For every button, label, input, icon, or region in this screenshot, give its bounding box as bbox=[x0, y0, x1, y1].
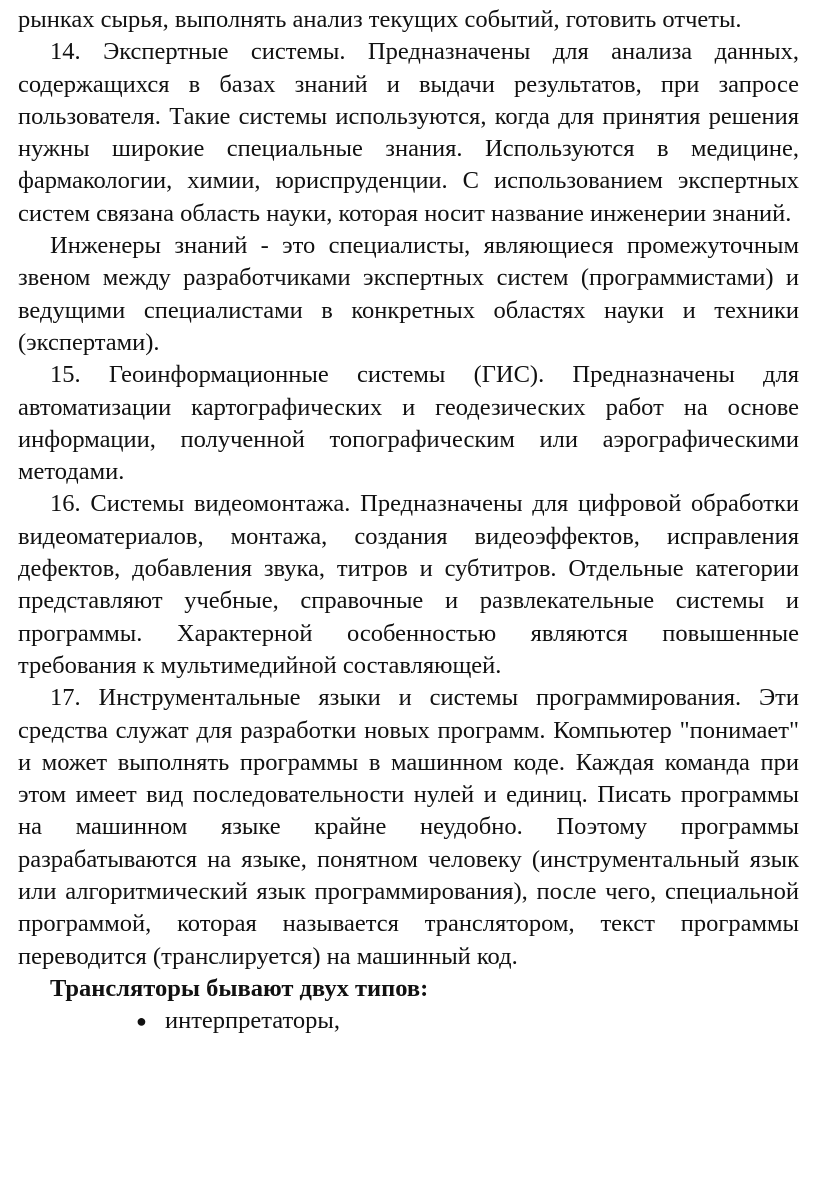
paragraph-video-editing: 16. Системы видеомонтажа. Предназначены для цифровой обработки видеоматериалов, монтажа, создания видеоэффектов, исправления дефектов, добавления звука, титров и субтитров. Отдельные категории представляют учебные, справочные и развлекательные системы и программы. Характерной особенностью являются повышенные требования к мультимедийной составляющей. bbox=[18, 490, 799, 679]
translators-heading: Трансляторы бывают двух типов: bbox=[50, 974, 429, 1002]
paragraph-programming-languages: 17. Инструментальные языки и системы программирования. Эти средства служат для разработки новых программ. Компьютер "понимает" и может выполнять программы в машинном коде. Каждая команда при этом имеет вид последовательности нулей и единиц. Писать программы на машинном языке крайне неудобно. Поэтому программы разрабатываются на языке, понятном человеку (инструментальный язык или алгоритмический язык программирования), после чего, специальной программой, которая называется транслятором, текст программы переводится (транслируется) на машинный код. bbox=[18, 684, 799, 970]
paragraph-gis: 15. Геоинформационные системы (ГИС). Предназначены для автоматизации картографических и геодезических работ на основе информации, полученной топографическим или аэрографическими методами. bbox=[18, 361, 799, 486]
paragraph-continuation: рынках сырья, выполнять анализ текущих событий, готовить отчеты. bbox=[18, 6, 742, 33]
bullet-icon: ● bbox=[136, 1011, 147, 1032]
paragraph-expert-systems: 14. Экспертные системы. Предназначены для анализа данных, содержащихся в базах знаний и выдачи результатов, при запросе пользователя. Такие системы используются, когда для принятия решения нужны широкие специальные знания. Используются в медицине, фармакологии, химии, юриспруденции. С использованием экспертных систем связана область науки, которая носит название инженерии знаний. bbox=[18, 38, 799, 227]
list-item bbox=[18, 1005, 799, 1037]
list-item-text: интерпретаторы, bbox=[165, 1007, 341, 1035]
translator-types-list bbox=[18, 1005, 799, 1037]
paragraph-knowledge-engineers: Инженеры знаний - это специалисты, являющиеся промежуточным звеном между разработчиками экспертных систем (программистами) и ведущими специалистами в конкретных областях науки и техники (экспертами). bbox=[18, 232, 799, 356]
